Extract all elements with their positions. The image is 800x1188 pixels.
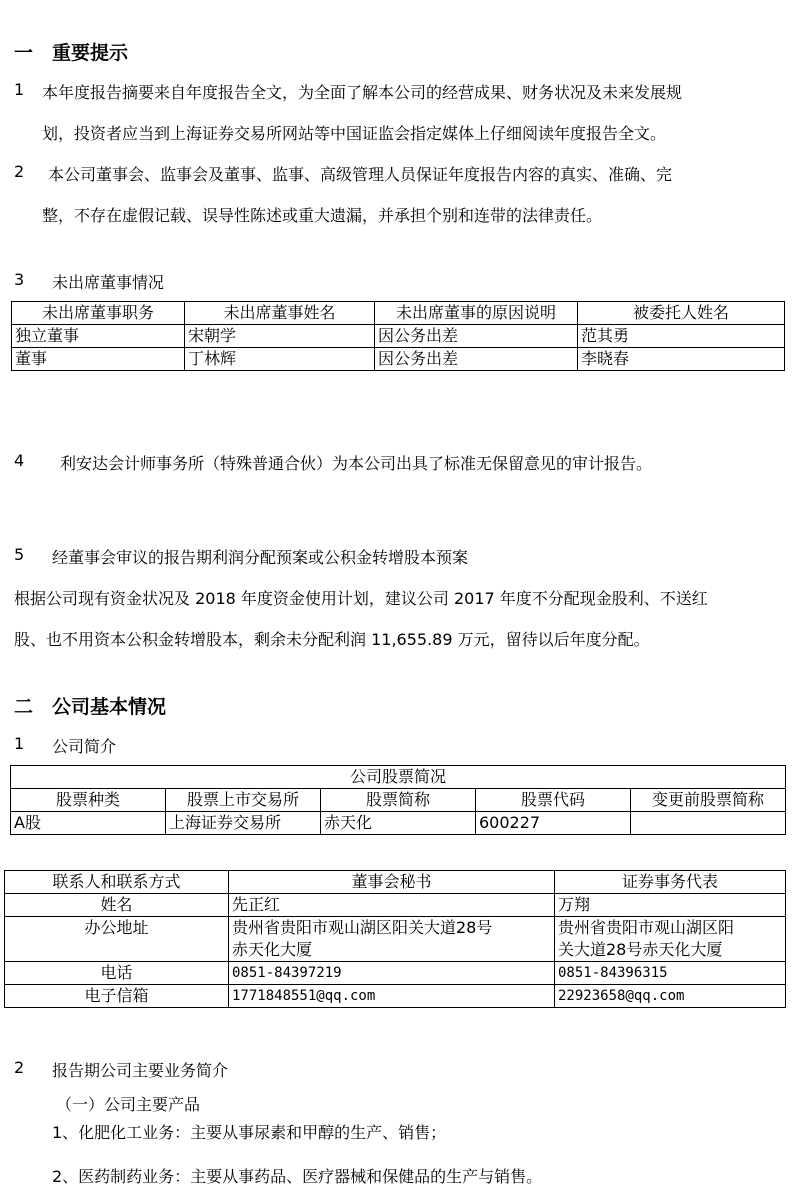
table-cell: 独立董事	[12, 325, 185, 348]
item3-number: 3	[14, 270, 25, 289]
item5-number: 5	[14, 545, 25, 564]
table-cell: A股	[11, 812, 166, 835]
contact-table	[4, 870, 786, 1008]
table-header-cell: 股票上市交易所	[166, 789, 321, 812]
stock-table-caption: 公司股票简况	[11, 766, 786, 789]
table-header-cell: 股票简称	[321, 789, 476, 812]
table-cell	[631, 812, 786, 835]
secretary-name: 先正红	[229, 894, 555, 917]
table-header-cell: 证券事务代表	[555, 871, 786, 894]
table-cell: 因公务出差	[375, 325, 578, 348]
table-cell: 董事	[12, 348, 185, 371]
item4-number: 4	[14, 451, 25, 470]
rep-address-line2: 关大道28号赤天化大厦	[558, 940, 723, 959]
rep-address	[555, 917, 786, 962]
table-cell: 范其勇	[578, 325, 785, 348]
table-cell: 因公务出差	[375, 348, 578, 371]
item5-line1: 根据公司现有资金状况及 2018 年度资金使用计划，建议公司 2017 年度不分配现金股利、不送红	[14, 589, 708, 608]
table-caption-row	[11, 766, 786, 789]
table-header-cell: 董事会秘书	[229, 871, 555, 894]
table-cell: 宋朝学	[185, 325, 375, 348]
item3-title: 未出席董事情况	[52, 273, 165, 292]
table-row	[5, 917, 786, 962]
item2-line1: 本公司董事会、监事会及董事、监事、高级管理人员保证年度报告内容的真实、准确、完	[48, 165, 673, 184]
table-header-row	[11, 789, 786, 812]
table-header-cell: 股票种类	[11, 789, 166, 812]
table-row	[5, 985, 786, 1008]
table-cell: 上海证券交易所	[166, 812, 321, 835]
table-header-cell: 联系人和联系方式	[5, 871, 229, 894]
table-header-cell: 未出席董事的原因说明	[375, 302, 578, 325]
business-item1: 1、化肥化工业务：主要从事尿素和甲醇的生产、销售；	[52, 1123, 447, 1142]
rep-address-line1: 贵州省贵阳市观山湖区阳	[558, 918, 735, 937]
section1-title: 一 重要提示	[14, 42, 129, 64]
item2-line2: 整，不存在虚假记载、误导性陈述或重大遗漏，并承担个别和连带的法律责任。	[42, 206, 603, 225]
secretary-address	[229, 917, 555, 962]
business-title: 报告期公司主要业务简介	[52, 1061, 229, 1080]
business-subtitle: （一）公司主要产品	[56, 1095, 201, 1114]
table-row	[5, 894, 786, 917]
item1-line1: 本年度报告摘要来自年度报告全文，为全面了解本公司的经营成果、财务状况及未来发展规	[42, 83, 683, 102]
table-row	[11, 812, 786, 835]
item5-line2: 股、也不用资本公积金转增股本，剩余未分配利润 11,655.89 万元，留待以后年度分配。	[14, 630, 650, 649]
table-row	[12, 325, 785, 348]
absent-directors-table	[11, 301, 785, 371]
table-cell: 600227	[476, 812, 631, 835]
secretary-address-line2: 赤天化大厦	[232, 940, 313, 959]
item1-line2: 划，投资者应当到上海证券交易所网站等中国证监会指定媒体上仔细阅读年度报告全文。	[42, 124, 667, 143]
rep-phone: 0851-84396315	[555, 962, 786, 985]
table-cell: 李晓春	[578, 348, 785, 371]
table-header-row	[5, 871, 786, 894]
row-label: 电话	[5, 962, 229, 985]
secretary-address-line1: 贵州省贵阳市观山湖区阳关大道28号	[232, 918, 493, 937]
item5-title: 经董事会审议的报告期利润分配预案或公积金转增股本预案	[52, 548, 469, 567]
table-header-cell: 被委托人姓名	[578, 302, 785, 325]
intro-number: 1	[14, 734, 25, 753]
table-header-row	[12, 302, 785, 325]
row-label: 办公地址	[5, 917, 229, 962]
table-header-cell: 未出席董事姓名	[185, 302, 375, 325]
table-cell: 赤天化	[321, 812, 476, 835]
secretary-phone: 0851-84397219	[229, 962, 555, 985]
table-header-cell: 变更前股票简称	[631, 789, 786, 812]
table-cell: 丁林辉	[185, 348, 375, 371]
row-label: 姓名	[5, 894, 229, 917]
business-item2: 2、医药制药业务：主要从事药品、医疗器械和保健品的生产与销售。	[52, 1167, 543, 1186]
table-header-cell: 未出席董事职务	[12, 302, 185, 325]
table-header-cell: 股票代码	[476, 789, 631, 812]
business-number: 2	[14, 1058, 25, 1077]
rep-email[interactable]: 22923658@qq.com	[555, 985, 786, 1008]
rep-name: 万翔	[555, 894, 786, 917]
item2-number: 2	[14, 162, 25, 181]
item4-text: 利安达会计师事务所（特殊普通合伙）为本公司出具了标准无保留意见的审计报告。	[60, 454, 653, 473]
intro-title: 公司简介	[52, 737, 117, 756]
table-row	[12, 348, 785, 371]
secretary-email[interactable]: 1771848551@qq.com	[229, 985, 555, 1008]
item1-number: 1	[14, 80, 25, 99]
table-row	[5, 962, 786, 985]
row-label: 电子信箱	[5, 985, 229, 1008]
section2-title: 二 公司基本情况	[14, 696, 167, 718]
stock-table	[10, 765, 786, 835]
